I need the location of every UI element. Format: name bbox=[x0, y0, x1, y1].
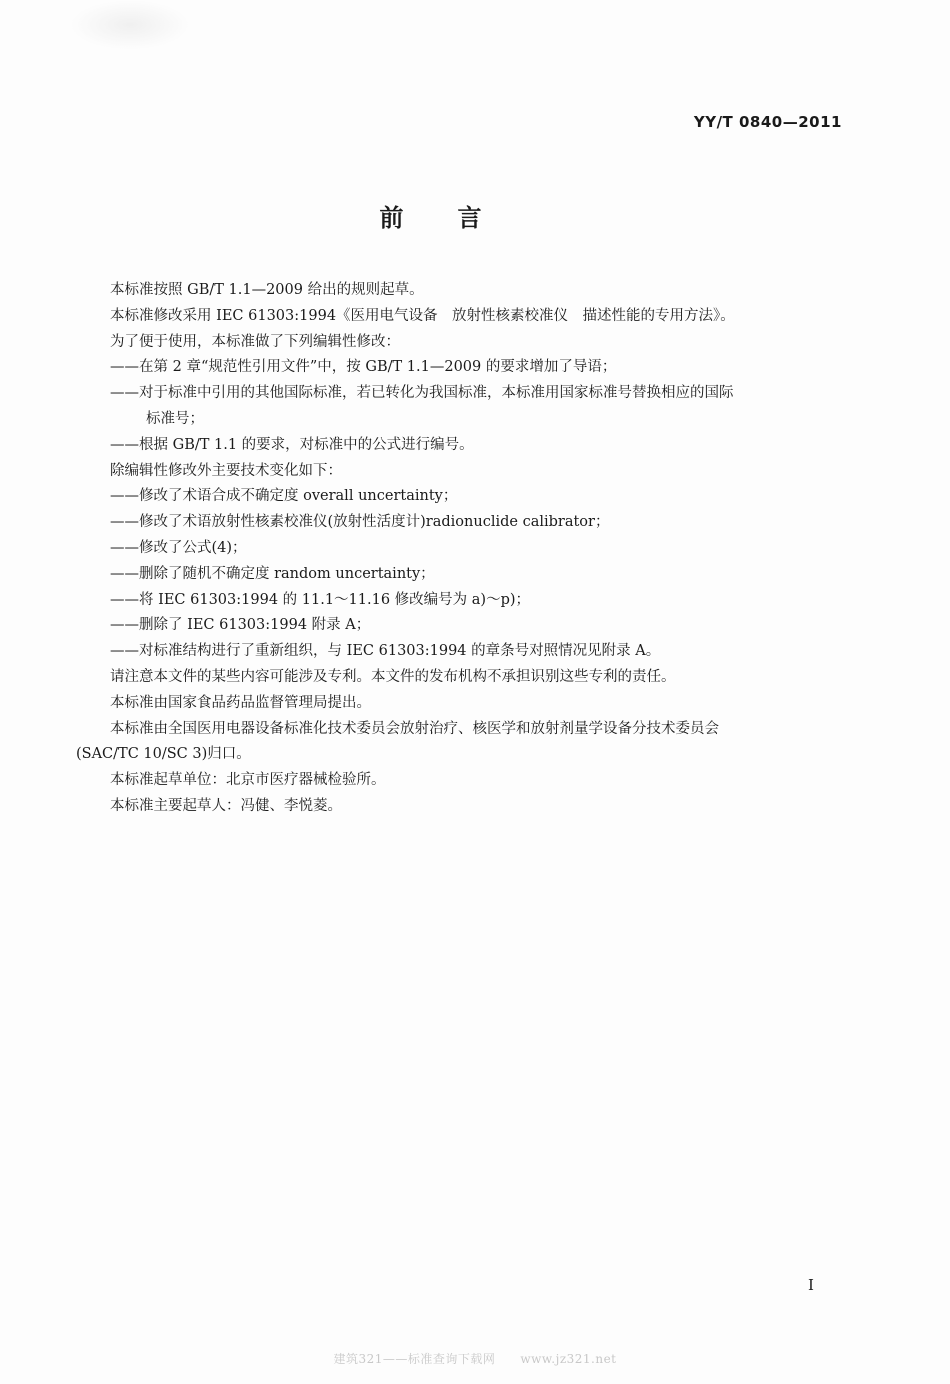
paragraph: ——修改了术语放射性核素校准仪(放射性活度计)radionuclide calibrator； bbox=[110, 514, 610, 531]
paragraph: ——对标准结构进行了重新组织，与 IEC 61303:1994 的章条号对照情况见附录 A。 bbox=[110, 643, 661, 660]
paragraph: ——在第 2 章“规范性引用文件”中，按 GB/T 1.1—2009 的要求增加了导语； bbox=[110, 359, 617, 376]
paragraph: 本标准由国家食品药品监督管理局提出。 bbox=[110, 694, 371, 711]
paragraph: ——修改了术语合成不确定度 overall uncertainty； bbox=[110, 488, 458, 505]
document-number: YY/T 0840—2011 bbox=[693, 113, 842, 131]
paragraph: 本标准按照 GB/T 1.1—2009 给出的规则起草。 bbox=[110, 282, 424, 298]
paragraph: 本标准修改采用 IEC 61303:1994《医用电气设备 放射性核素校准仪 描述性能的专用方法》。 bbox=[110, 307, 735, 324]
paragraph: 本标准由全国医用电器设备标准化技术委员会放射治疗、核医学和放射剂量学设备分技术委员会 bbox=[110, 720, 719, 737]
paragraph: 本标准主要起草人：冯健、李悦菱。 bbox=[110, 797, 342, 814]
page-number: I bbox=[808, 1276, 814, 1294]
paragraph: ——修改了公式(4)； bbox=[110, 539, 247, 556]
paragraph: ——将 IEC 61303:1994 的 11.1～11.16 修改编号为 a)～p)； bbox=[110, 591, 531, 608]
body-text bbox=[76, 278, 846, 820]
paragraph: 除编辑性修改外主要技术变化如下： bbox=[110, 462, 342, 479]
watermark-text: 建筑321——标准查询下载网 www.jz321.net bbox=[333, 1352, 617, 1366]
paragraph: ——删除了 IEC 61303:1994 附录 A； bbox=[110, 617, 371, 634]
paragraph: 请注意本文件的某些内容可能涉及专利。本文件的发布机构不承担识别这些专利的责任。 bbox=[110, 668, 676, 685]
paragraph: (SAC/TC 10/SC 3)归口。 bbox=[76, 746, 251, 763]
paragraph: 本标准起草单位：北京市医疗器械检验所。 bbox=[110, 772, 386, 789]
scan-smudge bbox=[70, 0, 190, 50]
page-title: 前言 bbox=[379, 204, 536, 232]
paragraph: 为了便于使用，本标准做了下列编辑性修改： bbox=[110, 333, 400, 350]
paragraph: ——删除了随机不确定度 random uncertainty； bbox=[110, 565, 435, 582]
paragraph: ——对于标准中引用的其他国际标准，若已转化为我国标准，本标准用国家标准号替换相应的国际 bbox=[110, 385, 734, 402]
paragraph: 标准号； bbox=[146, 410, 204, 427]
paragraph: ——根据 GB/T 1.1 的要求，对标准中的公式进行编号。 bbox=[110, 436, 474, 453]
